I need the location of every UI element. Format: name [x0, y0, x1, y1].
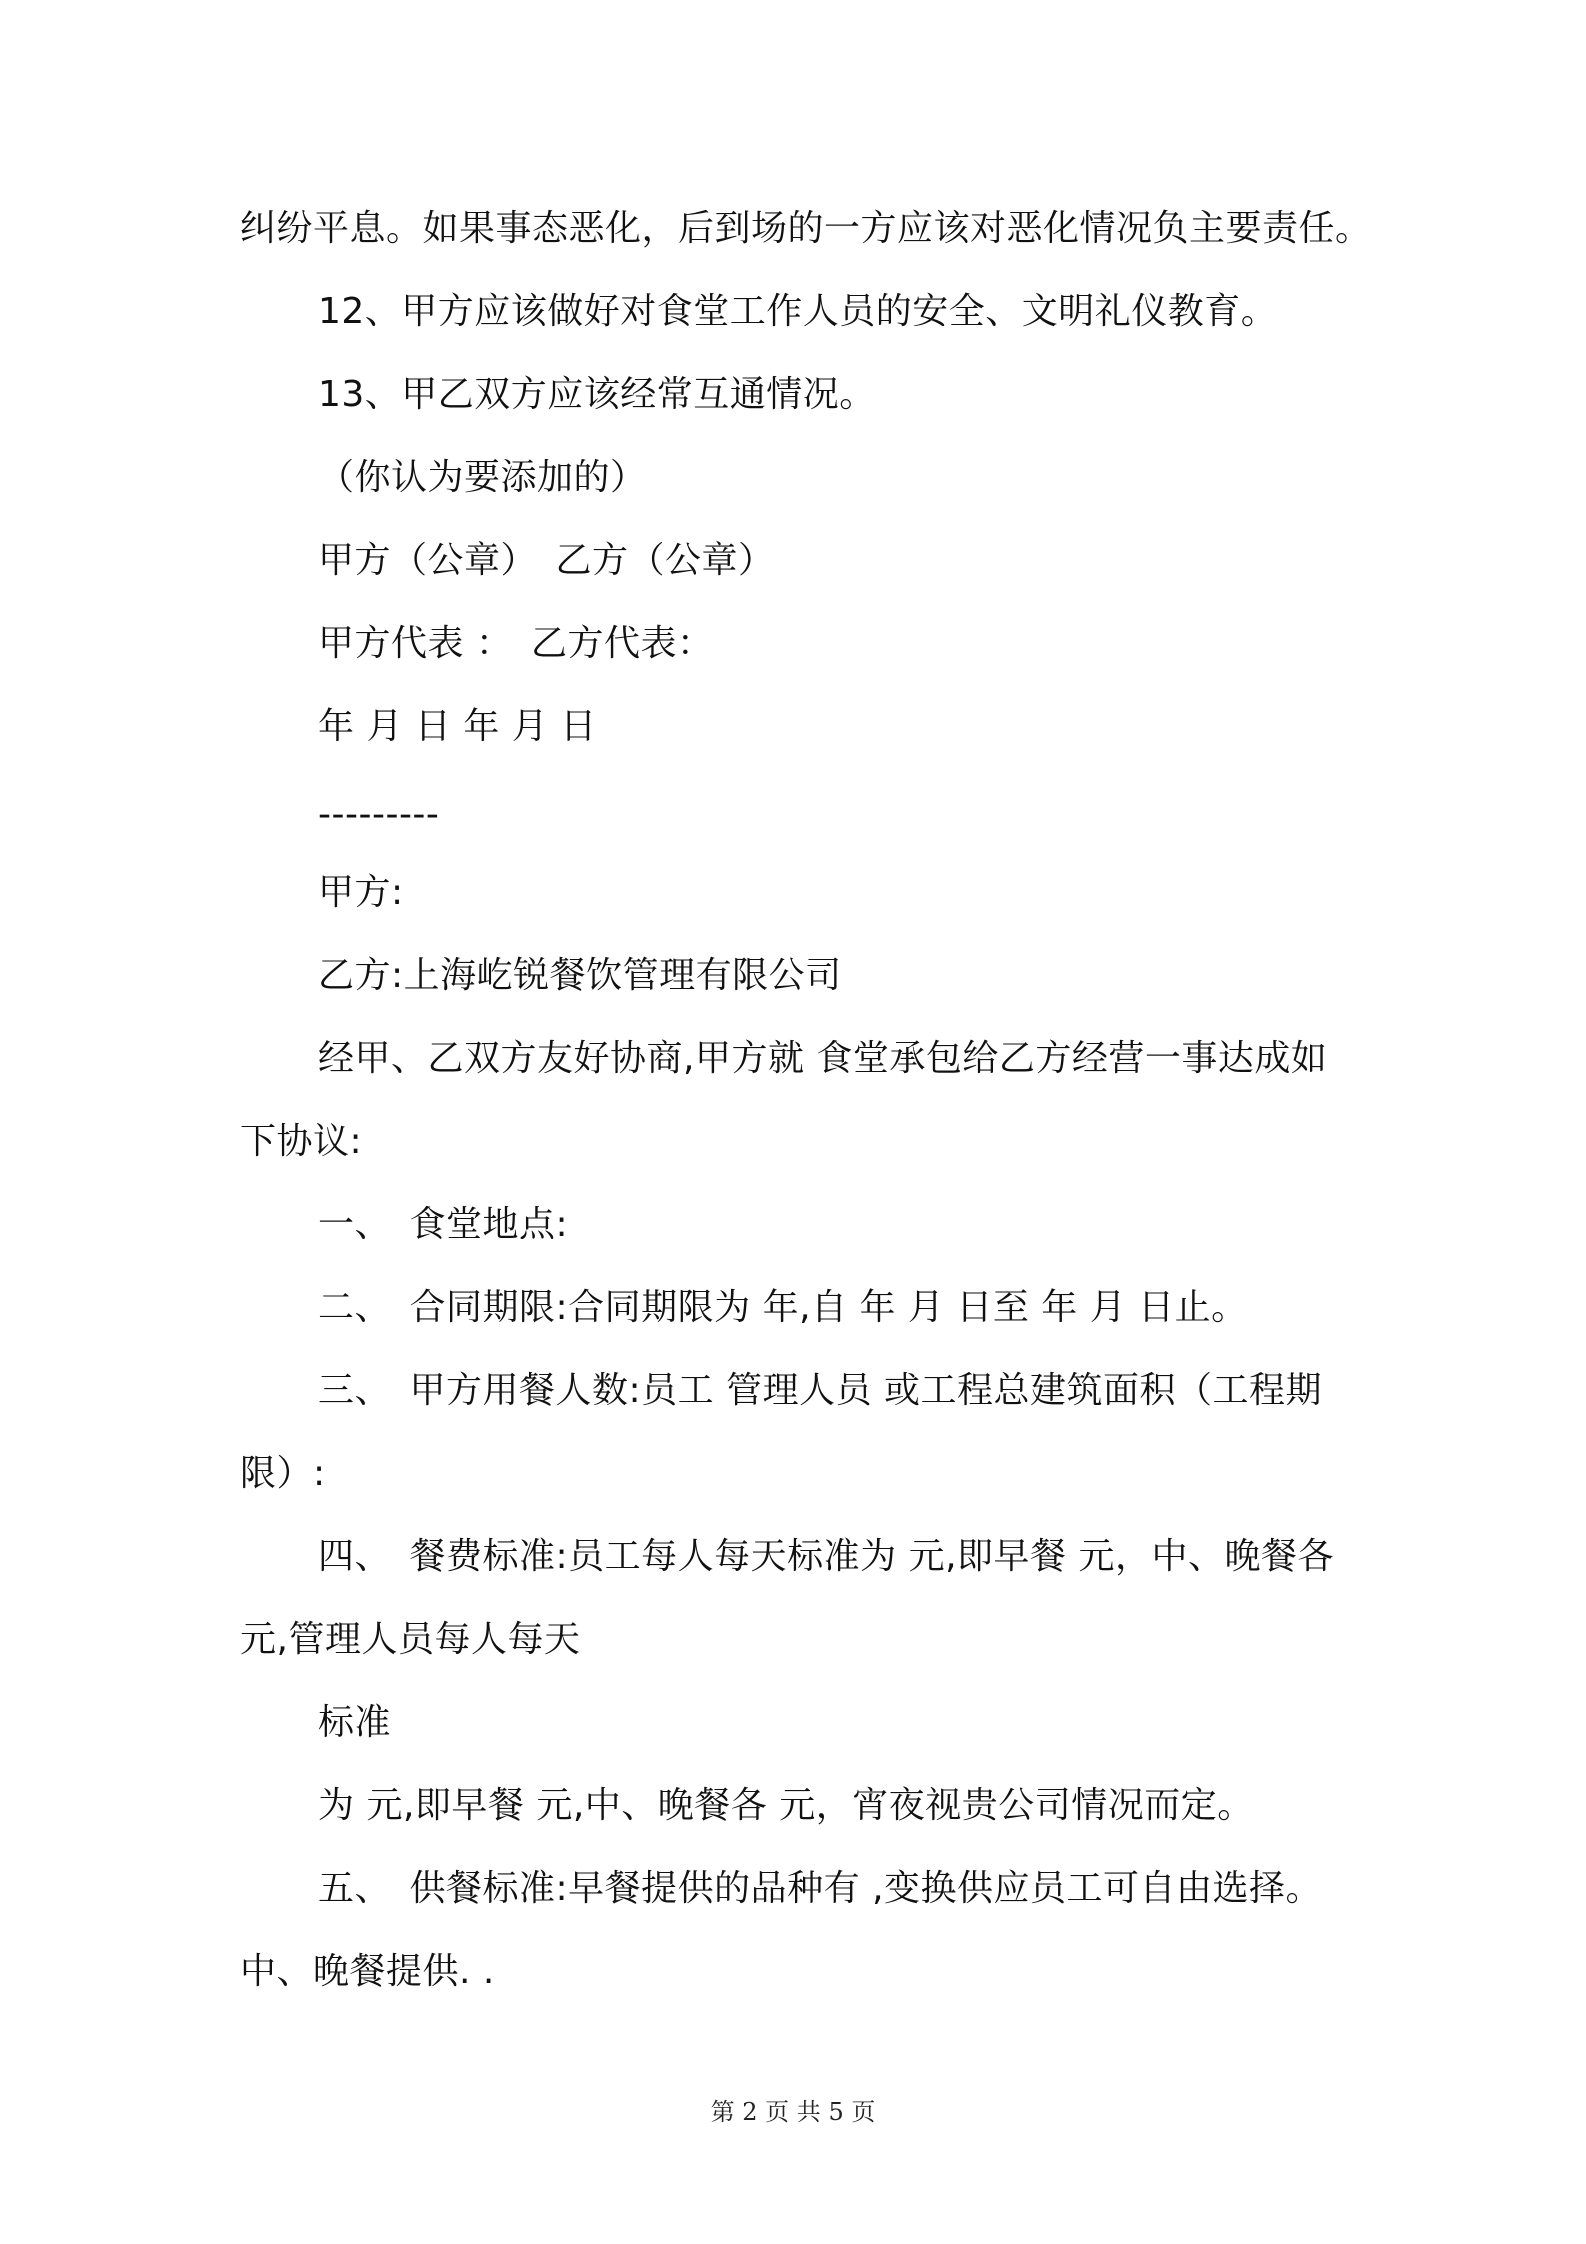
clause-line: 标准: [318, 1702, 392, 1743]
clause-line: 三、 甲方用餐人数:员工 管理人员 或工程总建筑面积（工程期: [318, 1370, 1323, 1411]
party-a-line: 甲方:: [318, 872, 404, 913]
signature-party-line: 甲方（公章） 乙方（公章）: [318, 540, 775, 581]
separator-line: ---------: [318, 794, 440, 835]
signature-date-line: 年 月 日 年 月 日: [318, 706, 597, 747]
clause-line: 限）:: [240, 1453, 326, 1494]
text-line: 经甲、乙双方友好协商,甲方就 食堂承包给乙方经营一事达成如: [318, 1038, 1328, 1079]
clause-line: 一、 食堂地点:: [318, 1204, 569, 1245]
clause-line: 五、 供餐标准:早餐提供的品种有 ,变换供应员工可自由选择。: [318, 1868, 1323, 1909]
text-line: 12、甲方应该做好对食堂工作人员的安全、文明礼仪教育。: [318, 291, 1278, 332]
clause-line: 为 元,即早餐 元,中、晚餐各 元，宵夜视贵公司情况而定。: [318, 1785, 1254, 1826]
text-line: 下协议:: [240, 1121, 363, 1162]
page-number-footer: 第 2 页 共 5 页: [710, 2098, 876, 2126]
clause-line: 元,管理人员每人每天: [240, 1619, 581, 1660]
signature-representative-line: 甲方代表 ： 乙方代表：: [318, 623, 714, 664]
clause-line: 中、晚餐提供. .: [240, 1951, 495, 1992]
text-line: （你认为要添加的）: [318, 457, 647, 498]
clause-line: 二、 合同期限:合同期限为 年,自 年 月 日至 年 月 日止。: [318, 1287, 1248, 1328]
party-b-line: 乙方:上海屹锐餐饮管理有限公司: [318, 955, 842, 996]
text-line: 13、甲乙双方应该经常互通情况。: [318, 374, 876, 415]
text-line: 纠纷平息。如果事态恶化，后到场的一方应该对恶化情况负主要责任。: [240, 208, 1372, 249]
clause-line: 四、 餐费标准:员工每人每天标准为 元,即早餐 元，中、晚餐各: [318, 1536, 1334, 1577]
